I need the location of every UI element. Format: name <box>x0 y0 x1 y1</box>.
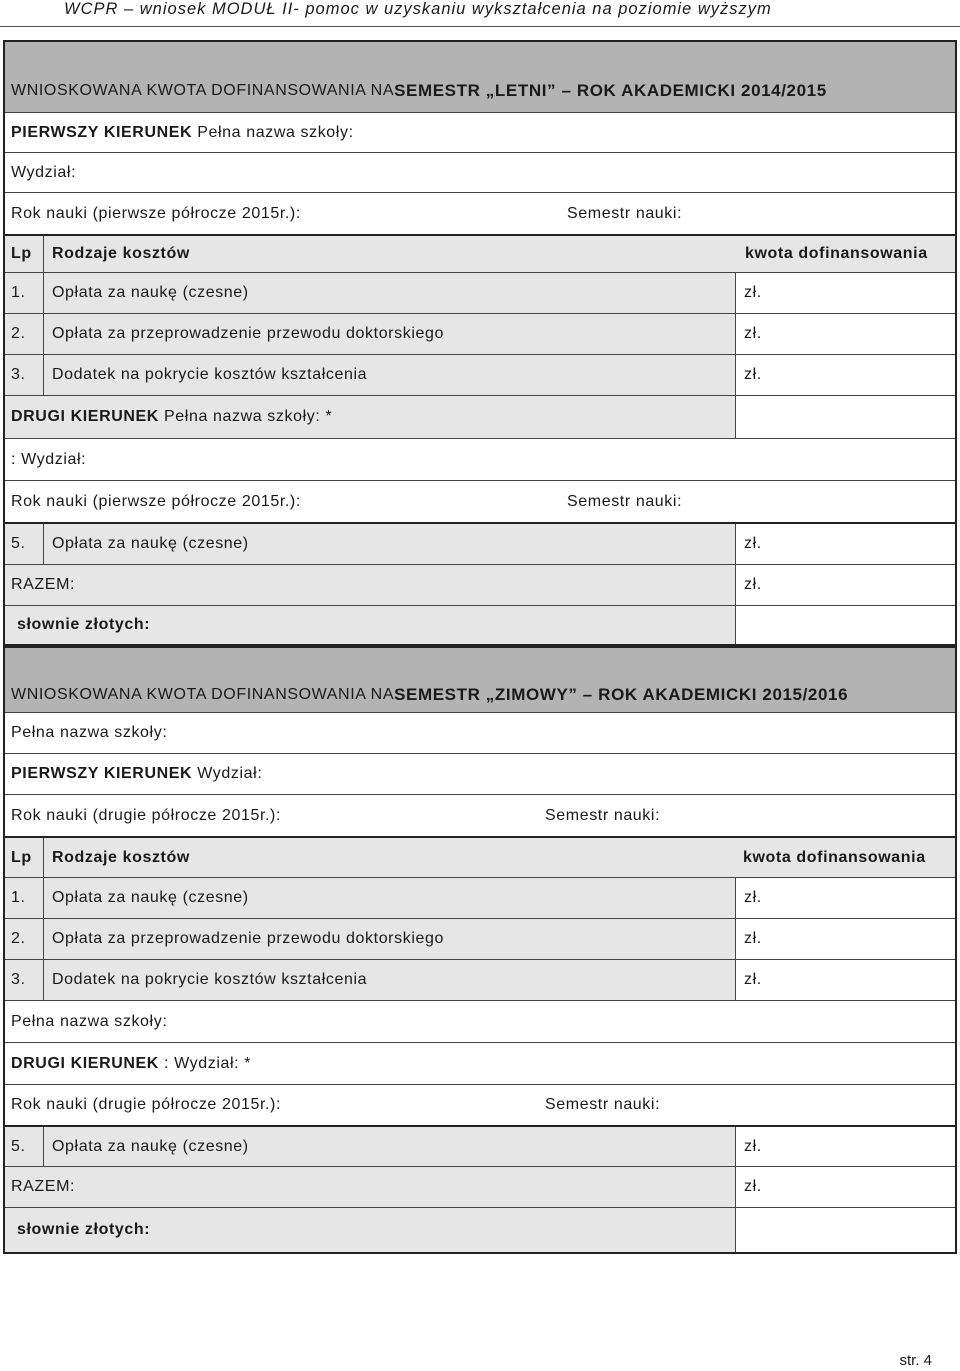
cost-name: Opłata za naukę (czesne) <box>43 273 249 313</box>
cost-row <box>5 272 955 313</box>
section-title: WNIOSKOWANA KWOTA DOFINANSOWANIA NA SEMESTR „ZIMOWY” – ROK AKADEMICKI 2015/2016 <box>11 685 849 704</box>
cost-amount[interactable]: zł. <box>735 1127 955 1166</box>
rok-nauki-row <box>5 192 955 234</box>
cost-lp: 5. <box>11 535 26 552</box>
szkola-row <box>5 712 955 753</box>
szkola-row <box>5 112 955 152</box>
cost-name: Dodatek na pokrycie kosztów kształcenia <box>43 355 367 395</box>
szkola-label: PIERWSZY KIERUNEK Pełna nazwa szkoły: <box>11 123 354 141</box>
drugi-rok-row <box>5 480 955 522</box>
cost-row <box>5 1125 955 1166</box>
cost-amount[interactable]: zł. <box>735 314 955 354</box>
szkola-label: Pełna nazwa szkoły: <box>11 724 168 741</box>
drugi-szkola-label: Pełna nazwa szkoły: <box>11 1012 168 1030</box>
cost-row <box>5 959 955 1000</box>
drugi-szkola-row <box>5 395 955 438</box>
wydzial-label: Wydział: <box>11 163 77 181</box>
cost-amount[interactable]: zł. <box>735 960 955 1000</box>
cost-row <box>5 877 955 918</box>
rok-nauki-label: Rok nauki (pierwsze półrocze 2015r.): <box>11 204 301 222</box>
razem-label: RAZEM: <box>11 576 76 593</box>
drugi-wydzial-row <box>5 438 955 480</box>
rok-nauki-label: Rok nauki (drugie półrocze 2015r.): <box>11 1096 282 1113</box>
semestr-nauki-label: Semestr nauki: <box>567 492 683 510</box>
razem-row <box>5 564 955 605</box>
cost-amount[interactable]: zł. <box>735 878 955 918</box>
page-number: str. 4 <box>899 1352 932 1369</box>
drugi-wydzial-label: DRUGI KIERUNEK : Wydział: * <box>11 1054 252 1072</box>
cost-lp: 1. <box>11 284 26 301</box>
cost-row <box>5 354 955 395</box>
lp-header: Lp <box>11 245 32 262</box>
rodzaje-header: Rodzaje kosztów <box>43 838 190 877</box>
cost-amount[interactable]: zł. <box>735 524 955 564</box>
slownie-value[interactable] <box>735 1208 955 1252</box>
lp-header: Lp <box>11 848 32 866</box>
cost-amount[interactable]: zł. <box>735 919 955 959</box>
header-divider <box>0 26 960 27</box>
rok-nauki-row <box>5 794 955 836</box>
cost-amount[interactable]: zł. <box>735 355 955 395</box>
cost-row <box>5 313 955 354</box>
razem-row <box>5 1166 955 1207</box>
cost-header-row <box>5 836 955 877</box>
cost-name: Opłata za naukę (czesne) <box>43 524 249 564</box>
section-letni <box>3 40 957 646</box>
wydzial-row <box>5 753 955 794</box>
cost-lp: 2. <box>11 325 26 342</box>
rodzaje-header: Rodzaje kosztów <box>43 236 190 272</box>
section-title: WNIOSKOWANA KWOTA DOFINANSOWANIA NA SEMESTR „LETNI” – ROK AKADEMICKI 2014/2015 <box>11 81 827 100</box>
semestr-nauki-label: Semestr nauki: <box>545 806 661 824</box>
cost-lp: 3. <box>11 366 26 383</box>
slownie-label: słownie złotych: <box>17 1221 151 1238</box>
slownie-row <box>5 1207 955 1252</box>
cost-amount[interactable]: zł. <box>735 273 955 313</box>
rok-nauki-label: Rok nauki (drugie półrocze 2015r.): <box>11 806 282 824</box>
slownie-row <box>5 605 955 644</box>
cost-header-row <box>5 234 955 272</box>
cost-name: Opłata za przeprowadzenie przewodu doktorskiego <box>43 919 444 959</box>
drugi-szkola-row <box>5 1000 955 1042</box>
drugi-szkola-label: DRUGI KIERUNEK Pełna nazwa szkoły: * <box>11 408 333 425</box>
wydzial-label: PIERWSZY KIERUNEK Wydział: <box>11 765 263 782</box>
cost-lp: 5. <box>11 1137 26 1155</box>
razem-amount[interactable]: zł. <box>735 565 955 605</box>
section-title-row <box>5 648 955 712</box>
razem-label: RAZEM: <box>11 1178 76 1195</box>
section-title-row <box>5 42 955 112</box>
cost-lp: 1. <box>11 889 26 906</box>
cost-name: Opłata za przeprowadzenie przewodu doktorskiego <box>43 314 444 354</box>
cost-lp: 3. <box>11 971 26 988</box>
drugi-wydzial-row <box>5 1042 955 1084</box>
semestr-nauki-label: Semestr nauki: <box>567 204 683 222</box>
document-header: WCPR – wniosek MODUŁ II- pomoc w uzyskaniu wykształcenia na poziomie wyższym <box>64 0 772 18</box>
cost-name: Opłata za naukę (czesne) <box>43 1127 249 1166</box>
semestr-nauki-label: Semestr nauki: <box>545 1096 661 1113</box>
section-zimowy <box>3 646 957 1254</box>
razem-amount[interactable]: zł. <box>735 1167 955 1207</box>
drugi-rok-row <box>5 1084 955 1125</box>
cost-row <box>5 522 955 564</box>
slownie-value[interactable] <box>735 606 955 644</box>
wydzial-row <box>5 152 955 192</box>
drugi-szkola-value[interactable] <box>735 396 955 438</box>
slownie-label: słownie złotych: <box>17 616 151 633</box>
kwota-header: kwota dofinansowania <box>743 848 926 866</box>
rok-nauki-label: Rok nauki (pierwsze półrocze 2015r.): <box>11 492 301 510</box>
cost-row <box>5 918 955 959</box>
cost-name: Opłata za naukę (czesne) <box>43 878 249 918</box>
cost-lp: 2. <box>11 930 26 947</box>
cost-name: Dodatek na pokrycie kosztów kształcenia <box>43 960 367 1000</box>
drugi-wydzial-label: : Wydział: <box>11 450 87 468</box>
kwota-header: kwota dofinansowania <box>745 245 928 262</box>
